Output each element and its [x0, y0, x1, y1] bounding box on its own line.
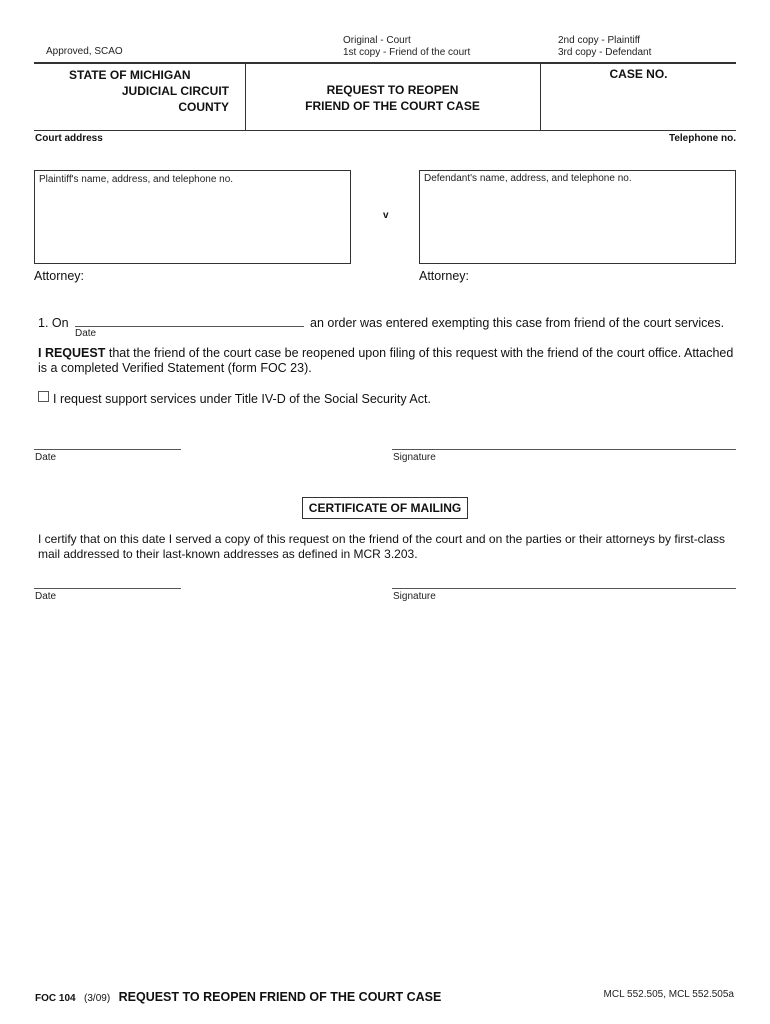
- form-title: [250, 82, 535, 114]
- header-divider-left: [245, 63, 246, 131]
- header-top-rule: [34, 62, 736, 64]
- court-address-field[interactable]: [34, 146, 736, 166]
- title-ivd-text: I request support services under Title IV-D of the Social Security Act.: [53, 392, 431, 406]
- court-address-label: Court address: [35, 133, 103, 144]
- certificate-paragraph: [38, 532, 738, 562]
- sig1-date-label: Date: [35, 452, 57, 463]
- defendant-box[interactable]: [419, 170, 736, 264]
- request-text-line1: that the friend of the court case be reopened upon filing of this request with the friend of the court office. Attached: [105, 346, 734, 360]
- copy-third: 3rd copy - Defendant: [558, 47, 652, 58]
- footer-statute: MCL 552.505, MCL 552.505a: [603, 989, 734, 1000]
- request-bold: I REQUEST: [38, 346, 106, 360]
- plaintiff-label: Plaintiff's name, address, and telephone no.: [39, 174, 234, 185]
- form-title-line2: FRIEND OF THE COURT CASE: [305, 99, 480, 113]
- court-name-block: [40, 67, 229, 115]
- judicial-circuit-heading: JUDICIAL CIRCUIT: [121, 84, 229, 98]
- versus-label: v: [383, 210, 389, 221]
- item1-date-field[interactable]: [75, 326, 304, 327]
- case-no-label: CASE NO.: [609, 67, 668, 81]
- sig1-signature-field[interactable]: [392, 449, 736, 450]
- header-bottom-rule: [34, 130, 736, 131]
- request-text-line2: is a completed Verified Statement (form FOC 23).: [38, 361, 312, 375]
- telephone-label: Telephone no.: [668, 133, 736, 144]
- sig2-signature-label: Signature: [393, 591, 436, 602]
- certificate-heading: CERTIFICATE OF MAILING: [302, 497, 468, 519]
- item1-prefix: 1. On: [38, 316, 69, 330]
- footer-revision: (3/09): [84, 993, 111, 1004]
- certificate-text-line2: mail addressed to their last-known addresses as defined in MCR 3.203.: [38, 547, 418, 561]
- footer-form-id: [35, 988, 441, 1006]
- plaintiff-box[interactable]: [34, 170, 351, 264]
- footer-form-no: FOC 104: [35, 993, 76, 1004]
- item1-suffix: an order was entered exempting this case from friend of the court services.: [310, 316, 725, 330]
- certificate-text-line1: I certify that on this date I served a copy of this request on the friend of the court and on the parties or their attorneys by first-class: [38, 532, 726, 546]
- form-title-line1: REQUEST TO REOPEN: [326, 83, 459, 97]
- plaintiff-attorney-label: Attorney:: [34, 269, 85, 283]
- county-heading: COUNTY: [178, 100, 229, 114]
- item1-date-label: Date: [75, 328, 97, 339]
- sig1-date-field[interactable]: [34, 449, 181, 450]
- footer-title: REQUEST TO REOPEN FRIEND OF THE COURT CASE: [118, 990, 442, 1004]
- defendant-attorney-label: Attorney:: [419, 269, 470, 283]
- copy-second: 2nd copy - Plaintiff: [558, 35, 641, 46]
- sig2-signature-field[interactable]: [392, 588, 736, 589]
- copy-first: 1st copy - Friend of the court: [343, 47, 471, 58]
- copy-original: Original - Court: [343, 35, 411, 46]
- defendant-label: Defendant's name, address, and telephone no.: [424, 173, 632, 184]
- sig2-date-label: Date: [35, 591, 57, 602]
- state-heading: STATE OF MICHIGAN: [69, 68, 191, 82]
- sig1-signature-label: Signature: [393, 452, 436, 463]
- request-paragraph: [38, 346, 738, 376]
- title-ivd-checkbox[interactable]: [38, 391, 49, 402]
- approved-scao: Approved, SCAO: [46, 46, 123, 57]
- case-no-field[interactable]: [548, 86, 728, 124]
- sig2-date-field[interactable]: [34, 588, 181, 589]
